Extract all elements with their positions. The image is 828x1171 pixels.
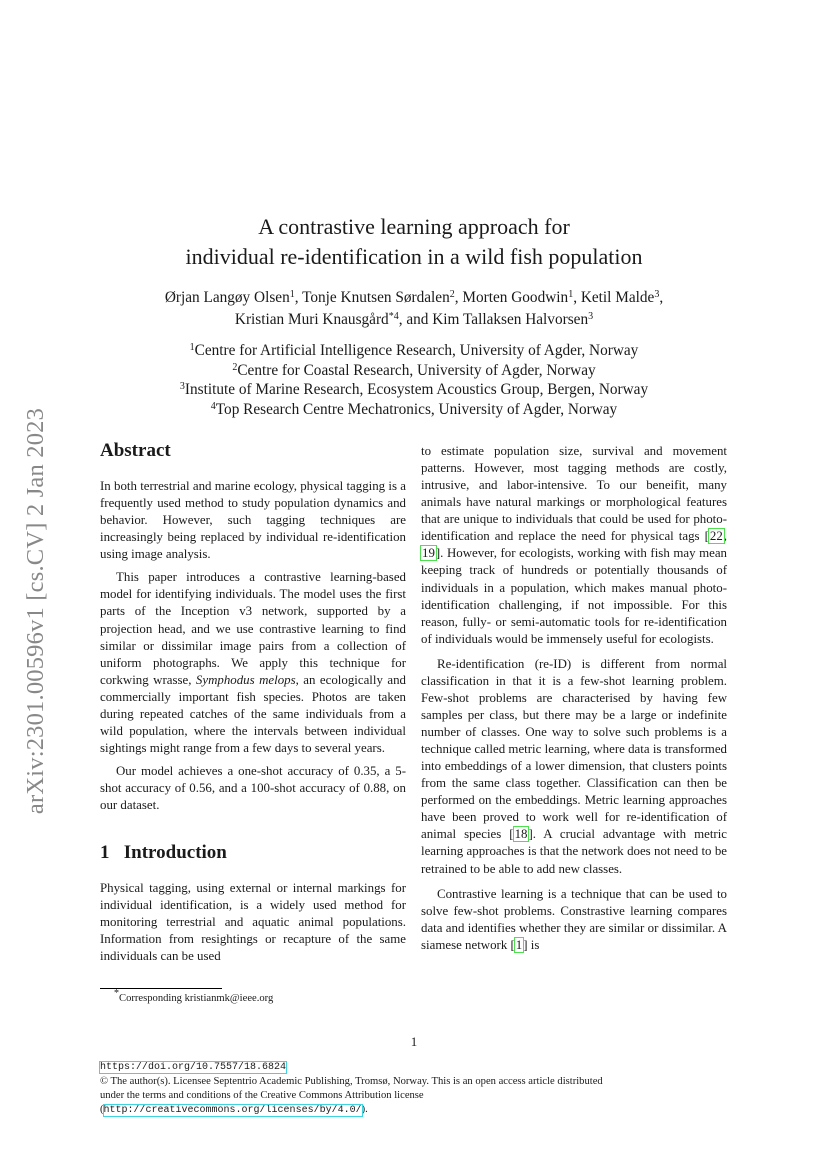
paper-title [0, 212, 828, 272]
section-title: Introduction [123, 842, 227, 864]
abstract-paragraph: In both terrestrial and marine ecology, physical tagging is a frequently used method to study population dynamics and behavior. However, such tagging techniques are increasingly being replaced by individual re-identification using image analysis. [100, 479, 406, 562]
author-name: Ørjan Langøy Olsen [164, 289, 290, 306]
footnote-text: Corresponding kristianmk@ieee.org [119, 993, 274, 1004]
arxiv-identifier-text: arXiv:2301.00596v1 [cs.CV] 2 Jan 2023 [22, 407, 49, 815]
intro-paragraph [421, 886, 727, 954]
abstract-text: This paper introduces a contrastive learning-based model for identifying individuals. The model uses the first parts of the Inception v3 network, supported by a projection head, and we use contrastive learning to find similar or dissimilar image pairs from a collection of uniform photographs. We apply this technique for corkwing wrasse, [100, 570, 406, 687]
citation-link[interactable]: 22 [709, 529, 723, 544]
affiliation-mark: 1 [189, 342, 195, 353]
affiliation-item [0, 361, 828, 381]
author-separator: , [659, 289, 664, 306]
body-text: Contrastive learning is a technique that can be used to solve few-shot problems. Constrastive learning compares data and identifies whether they are similar or dissimilar. A siamese network [ [421, 886, 727, 952]
page-number: 1 [410, 1034, 418, 1049]
author-line-1 [0, 287, 828, 309]
author-name: , and Kim Tallaksen Halvorsen [398, 311, 589, 328]
citation-link[interactable]: 18 [514, 827, 528, 842]
body-text: ]. A crucial advantage with metric learning approaches is that the network does not need to be retrained to be able to add new classes. [421, 827, 728, 876]
affiliation-item [0, 380, 828, 400]
abstract-body [100, 478, 406, 814]
intro-paragraph [421, 656, 727, 878]
introduction-body-left [100, 880, 406, 965]
author-affil-mark: 2 [449, 289, 455, 300]
intro-paragraph: Physical tagging, using external or internal markings for individual identification, is a widely used method for monitoring terrestrial and aquatic animal populations. Information from resightings or recapture of the same individuals can be used [100, 881, 406, 964]
section-heading-introduction [100, 842, 406, 880]
author-name: Kristian Muri Knausgård [234, 311, 389, 328]
paren: ( [100, 1104, 104, 1115]
author-list [0, 287, 828, 331]
abstract-paragraph: Our model achieves a one-shot accuracy of 0.35, a 5-shot accuracy of 0.56, and a 100-shot accuracy of 0.88, on our dataset. [100, 764, 406, 813]
affiliation-mark: 3 [179, 381, 185, 392]
left-column [100, 440, 406, 966]
body-text: ]. However, for ecologists, working with fish may mean keeping track of hundreds or potentially thousands of individuals in a population, which makes manual photo-identification challenging, if not impossible. For this reason, fully- or semi-automatic tools for re-identification of individuals would be immensely useful for ecologists. [421, 546, 727, 646]
author-name: , Tonje Knutsen Sørdalen [294, 289, 450, 306]
paren: ). [361, 1104, 368, 1115]
affiliation-mark: 2 [232, 361, 238, 373]
affiliation-item [0, 400, 828, 420]
body-text: Re-identification (re-ID) is different from normal classification in that it is a few-shot learning problem. Few-shot problems are characterised by having few samples per class, but there may be a large or indefinite number of classes. One way to solve such problems is a technique called metric learning, where data is transformed into embeddings of a lower dimension, that clusters points from the same class together. Classification can then be performed on the embeddings. Metric learning approaches have been proved to work well for re-identification of animal species [ [421, 656, 727, 842]
author-affil-mark: 1 [568, 289, 574, 300]
author-affil-mark: 3 [654, 289, 660, 300]
affiliation-text: Centre for Coastal Research, University of Agder, Norway [237, 361, 596, 379]
abstract-paragraph [100, 569, 406, 757]
right-column [421, 443, 727, 954]
doi-link[interactable]: https://doi.org/10.7557/18.6824 [100, 1062, 287, 1073]
body-text: ] is [523, 937, 540, 952]
license-url-link[interactable]: http://creativecommons.org/licenses/by/4.0/ [103, 1105, 362, 1116]
intro-paragraph: to estimate population size, survival and movement patterns. However, most tagging methods are costly, intrusive, and labor-intensive. To our beneifit, many animals have natural markings or morphological features that are unique to individuals that could be used for photo-identification and replace the need for physical tags [22, 19]. However, for ecologists, working with fish may mean keeping track of hundreds or potentially thousands of individuals in a population, which makes manual photo-identification challenging, if not impossible. For this reason, fully- or semi-automatic tools for re-identification of individuals would be immensely useful for ecologists. [421, 444, 727, 646]
author-name: , Ketil Malde [573, 289, 655, 306]
author-affil-mark: 3 [588, 311, 594, 322]
affiliation-item [0, 341, 828, 361]
affiliation-mark: 4 [210, 400, 216, 412]
author-affil-mark: *4 [388, 311, 399, 322]
affiliation-text: Centre for Artificial Intelligence Research, University of Agder, Norway [194, 342, 639, 359]
footnote-mark: * [114, 988, 119, 999]
abstract-heading: Abstract [100, 440, 171, 461]
license-line: © The author(s). Licensee Septentrio Academic Publishing, Tromsø, Norway. This is an open access article distributed [100, 1076, 603, 1087]
author-affil-mark: 1 [289, 289, 295, 300]
body-text: to estimate population size, survival and movement patterns. However, most tagging methods are costly, intrusive, and labor-intensive. To our beneifit, many animals have natural markings or morphological features that are unique to individuals that could be used for photo-identification and replace the need for physical tags [ [421, 444, 727, 544]
title-line-1: A contrastive learning approach for [258, 214, 570, 239]
title-line-2: individual re-identification in a wild fish population [185, 244, 643, 269]
license-line: under the terms and conditions of the Creative Commons Attribution license [100, 1090, 424, 1101]
author-line-2 [0, 309, 828, 331]
arxiv-identifier [14, 376, 58, 846]
species-name: Symphodus melops [195, 672, 296, 687]
affiliation-list [0, 341, 828, 419]
citation-link[interactable]: 1 [515, 937, 523, 952]
affiliation-text: Institute of Marine Research, Ecosystem Acoustics Group, Bergen, Norway [184, 381, 649, 398]
citation-link[interactable]: 19 [422, 546, 435, 561]
abstract-text: , an ecologically and commercially important fish species. Photos are taken during repeated catches of the same individuals from a wild population, where the intervals between individual sightings might range from a few days to several years. [100, 672, 406, 755]
license-block [100, 1060, 740, 1118]
author-name: , Morten Goodwin [454, 289, 569, 306]
affiliation-text: Top Research Centre Mechatronics, University of Agder, Norway [215, 400, 618, 418]
footnote [114, 988, 274, 1006]
section-number: 1 [100, 842, 110, 864]
